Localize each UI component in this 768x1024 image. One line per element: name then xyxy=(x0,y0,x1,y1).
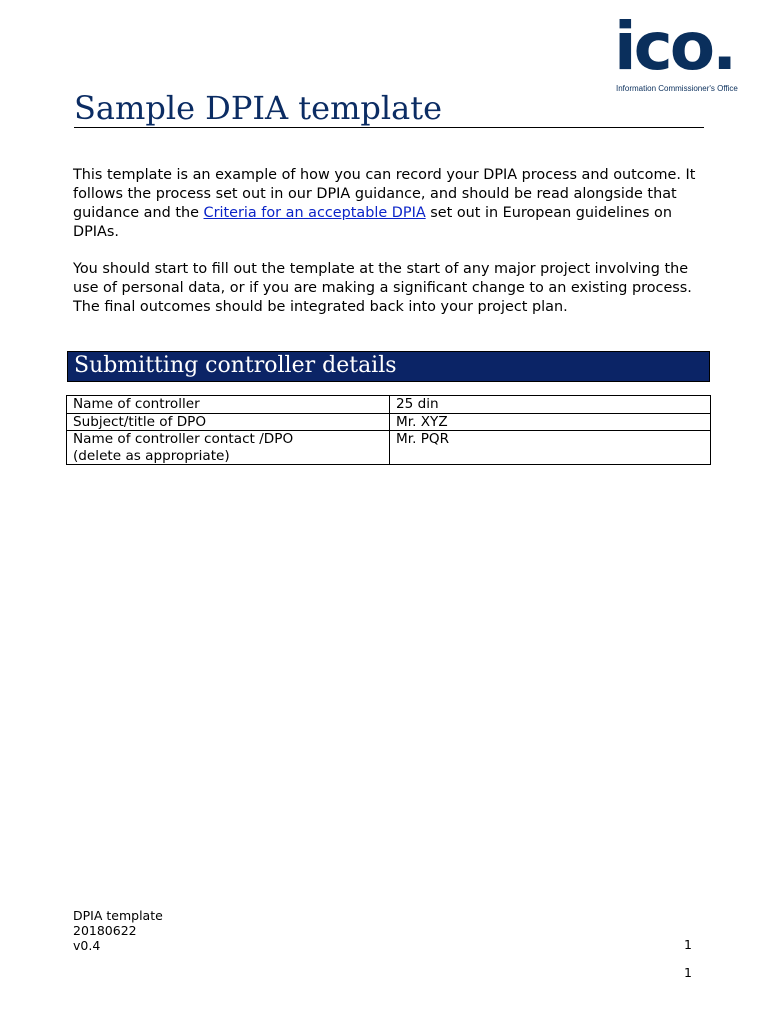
table-row xyxy=(67,413,711,431)
table-cell-label xyxy=(67,431,390,465)
table-cell-label-note: (delete as appropriate) xyxy=(73,447,230,464)
footer-version: v0.4 xyxy=(73,938,101,953)
section-title: Submitting controller details xyxy=(74,353,397,378)
intro-paragraph-2: You should start to fill out the template at the start of any major project involving the use of personal data, or if you are making a significant change to an existing process. The final outcomes should be integrated back into your project plan. xyxy=(73,261,692,315)
table-cell-label: Name of controller xyxy=(67,396,390,414)
title-underline xyxy=(74,127,704,128)
table-cell-label: Subject/title of DPO xyxy=(67,413,390,431)
ico-logo xyxy=(614,8,750,96)
footer-doc-name: DPIA template xyxy=(73,908,163,923)
footer-date: 20180622 xyxy=(73,923,137,938)
page-number: 1 xyxy=(684,937,692,952)
section-header xyxy=(67,351,710,382)
table-cell-label-main: Name of controller contact /DPO xyxy=(73,431,294,447)
table-cell-value[interactable]: Mr. XYZ xyxy=(390,413,711,431)
criteria-dpia-link[interactable]: Criteria for an acceptable DPIA xyxy=(203,205,426,221)
ico-wordmark: ico. xyxy=(614,8,735,85)
page-number-secondary: 1 xyxy=(684,965,692,980)
intro-text-start: This template is an example of how you can record your DPIA process and outcome. It follows the process set out in our DPIA guidance, and should be read alongside that guidance and the xyxy=(73,167,696,221)
ico-tagline: Information Commissioner's Office xyxy=(616,84,738,93)
footer-info xyxy=(73,908,163,953)
intro-paragraph-1 xyxy=(73,166,713,242)
intro-text-end: set out in European guidelines on DPIAs. xyxy=(73,205,672,240)
table-row xyxy=(67,431,711,465)
page-title: Sample DPIA template xyxy=(74,89,443,127)
table-cell-value[interactable]: Mr. PQR xyxy=(390,431,711,465)
controller-details-table xyxy=(66,395,711,465)
table-row xyxy=(67,396,711,414)
table-cell-value[interactable]: 25 din xyxy=(390,396,711,414)
